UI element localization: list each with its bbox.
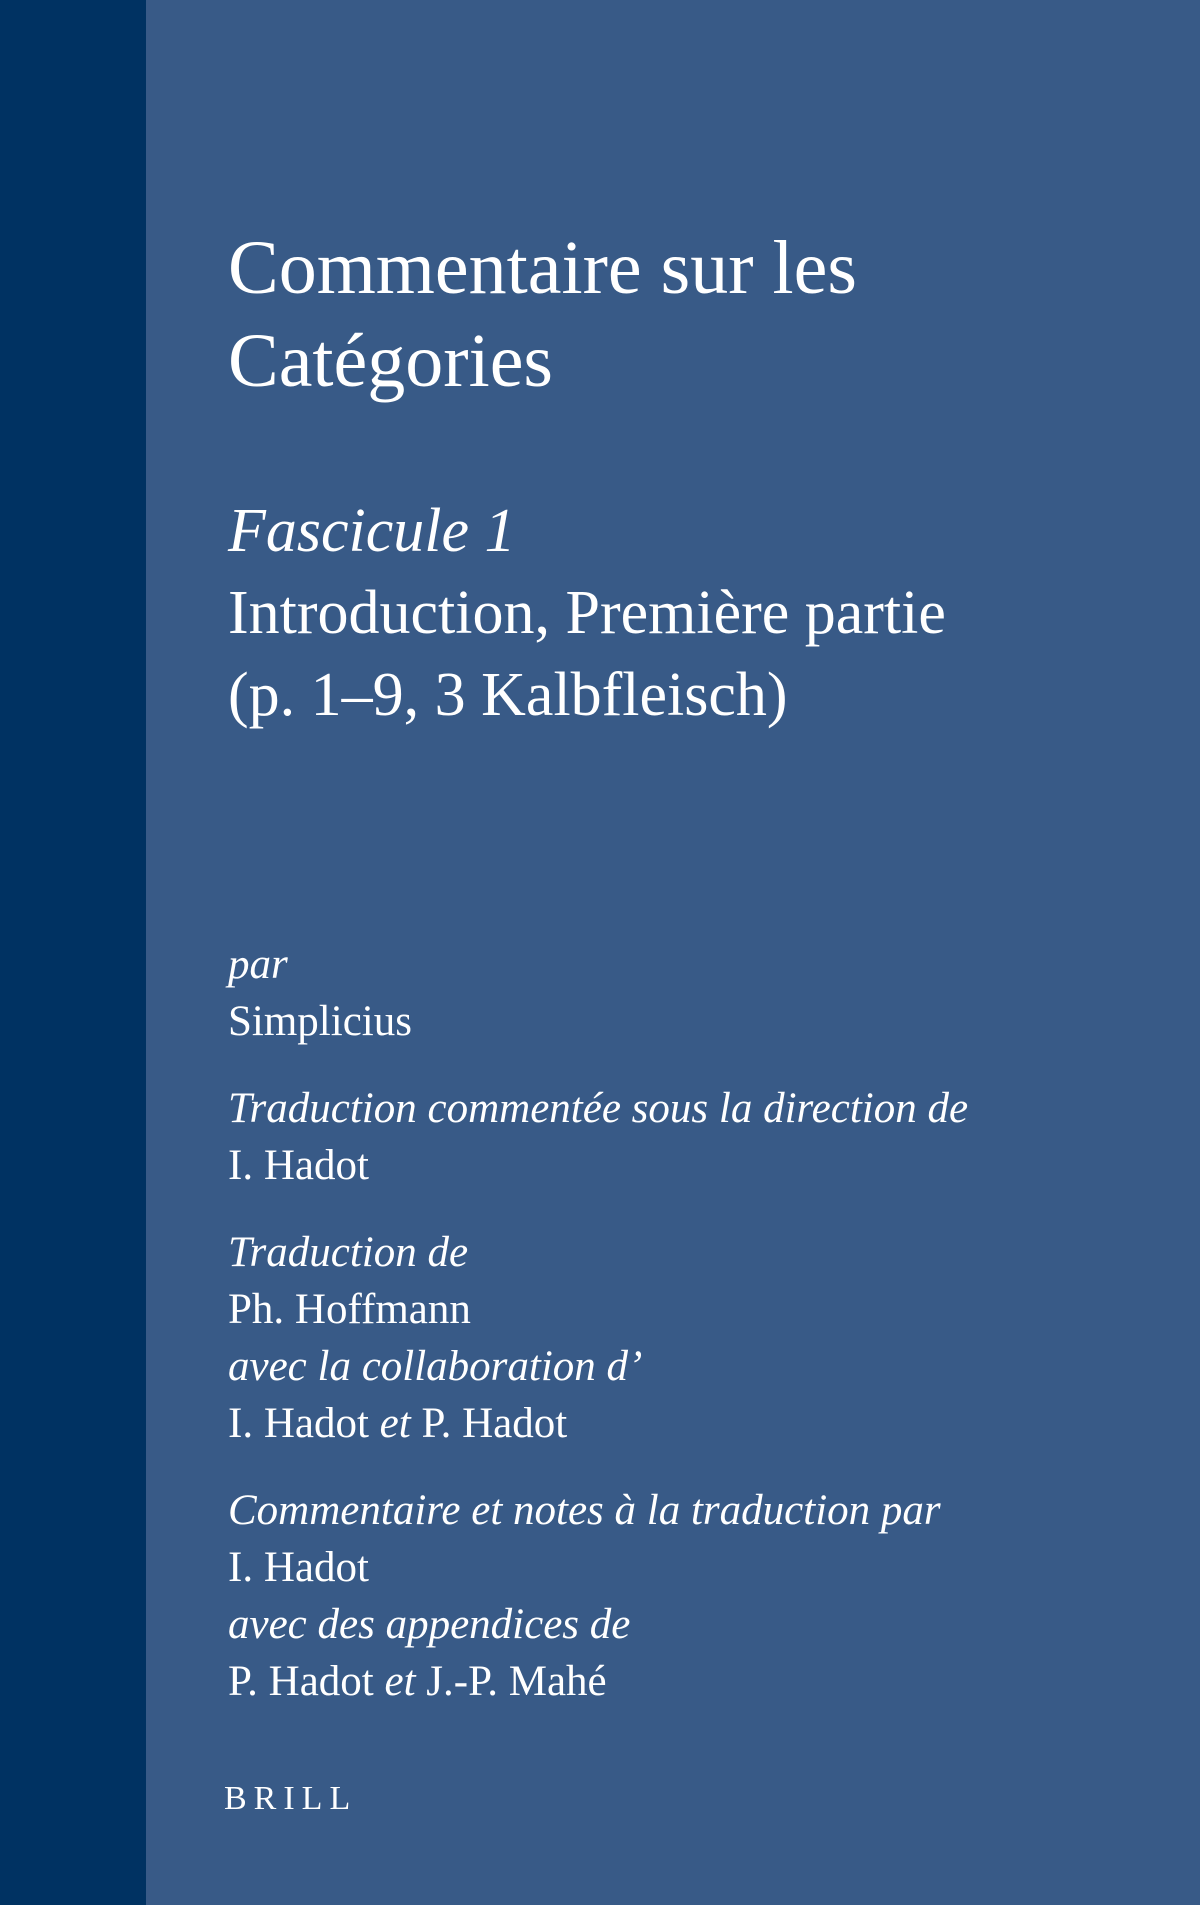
book-subtitle <box>228 490 1128 736</box>
book-spine <box>0 0 146 1905</box>
appendix-name-2: J.-P. Mahé <box>426 1658 607 1705</box>
collab-name-2: P. Hadot <box>421 1400 568 1447</box>
collaborators <box>228 1395 1128 1452</box>
appendix-name-1: P. Hadot <box>228 1658 374 1705</box>
title-line-1: Commentaire sur les <box>228 226 857 310</box>
book-title <box>228 222 1128 408</box>
publisher-logo: BRILL <box>224 1780 358 1817</box>
collaboration-label: avec la collaboration d’ <box>228 1343 643 1390</box>
appendix-et: et <box>384 1658 416 1705</box>
appendix-authors <box>228 1653 1128 1710</box>
appendices-label: avec des appendices de <box>228 1601 631 1648</box>
title-line-2: Catégories <box>228 319 554 403</box>
author-name: Simplicius <box>228 998 412 1045</box>
direction-label: Traduction commentée sous la direction de <box>228 1085 969 1132</box>
collab-name-1: I. Hadot <box>228 1400 369 1447</box>
direction-name: I. Hadot <box>228 1142 369 1189</box>
credits-block <box>228 936 1128 1710</box>
fascicule-label: Fascicule 1 <box>228 497 516 565</box>
pages-label: (p. 1–9, 3 Kalbfleisch) <box>228 661 788 729</box>
part-label: Introduction, Première partie <box>228 579 946 647</box>
par-label: par <box>228 941 288 988</box>
translator-name: Ph. Hoffmann <box>228 1286 471 1333</box>
collab-et: et <box>379 1400 411 1447</box>
commentary-name: I. Hadot <box>228 1544 369 1591</box>
translation-label: Traduction de <box>228 1229 469 1276</box>
commentary-label: Commentaire et notes à la traduction par <box>228 1487 941 1534</box>
